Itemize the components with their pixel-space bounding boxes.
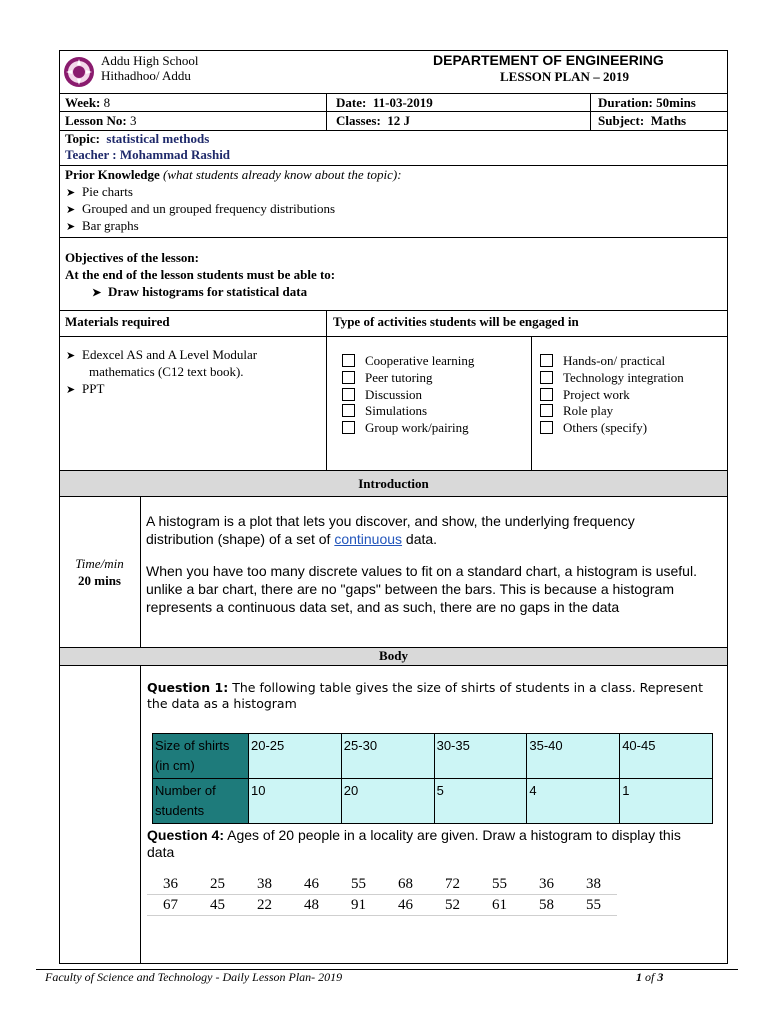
question-1 <box>147 680 707 712</box>
question-1-label: Question 1: <box>147 680 229 695</box>
table-cell: 46 <box>288 874 335 895</box>
activity-option[interactable] <box>342 353 474 369</box>
materials-heading: Materials required <box>65 314 170 329</box>
page-total: 3 <box>657 970 664 984</box>
week-field <box>65 95 110 111</box>
objective-item <box>92 284 307 301</box>
department-title: DEPARTEMENT OF ENGINEERING <box>433 52 664 68</box>
activity-label: Discussion <box>365 387 423 402</box>
checkbox-icon[interactable] <box>540 421 553 434</box>
table-cell: 36 <box>147 874 194 895</box>
objectives-heading: Objectives of the lesson: <box>65 250 199 265</box>
prior-item-text: Grouped and un grouped frequency distributions <box>82 201 336 216</box>
week-value: 8 <box>103 95 111 110</box>
arrow-bullet-icon: ➤ <box>66 350 76 362</box>
page-separator: of <box>642 970 658 984</box>
table-cell: 36 <box>523 874 570 895</box>
table-cell: 48 <box>288 895 335 916</box>
prior-item <box>66 184 133 201</box>
material-item-cont: mathematics (C12 text book). <box>89 364 244 379</box>
table-cell: 25 <box>194 874 241 895</box>
table-header-cell: Size of shirts (in cm) <box>153 734 249 779</box>
activity-label: Cooperative learning <box>365 353 475 368</box>
lesson-value: 3 <box>130 113 137 128</box>
school-location: Hithadhoo/ Addu <box>101 68 191 83</box>
time-label-text: Time/min <box>75 556 124 571</box>
table-row <box>147 895 617 916</box>
table-cell: 55 <box>335 874 382 895</box>
activity-label: Others (specify) <box>563 420 648 435</box>
activity-option[interactable] <box>342 403 427 419</box>
activity-label: Simulations <box>365 403 428 418</box>
date-label: Date: <box>336 95 367 110</box>
prior-item <box>66 201 335 218</box>
question-4 <box>147 827 707 861</box>
table-row <box>147 874 617 895</box>
intro-paragraph-1 <box>146 512 706 548</box>
activity-label: Group work/pairing <box>365 420 469 435</box>
subject-field <box>598 113 686 129</box>
table-cell: 20-25 <box>249 734 342 779</box>
activities-heading: Type of activities students will be engaged in <box>333 314 579 329</box>
shirt-size-table <box>152 733 713 824</box>
table-cell: 1 <box>620 779 713 824</box>
checkbox-icon[interactable] <box>342 388 355 401</box>
table-header-cell: Number of students <box>153 779 249 824</box>
activity-label: Project work <box>563 387 630 402</box>
table-cell: 91 <box>335 895 382 916</box>
checkbox-icon[interactable] <box>342 404 355 417</box>
table-cell: 35-40 <box>527 734 620 779</box>
table-cell: 55 <box>476 874 523 895</box>
question-1-text: The following table gives the size of shirts of students in a class. Represent the data as a histogram <box>147 680 703 711</box>
arrow-bullet-icon: ➤ <box>66 187 76 199</box>
checkbox-icon[interactable] <box>540 354 553 367</box>
table-cell: 67 <box>147 895 194 916</box>
table-cell: 22 <box>241 895 288 916</box>
table-cell: 40-45 <box>620 734 713 779</box>
material-item-text: Edexcel AS and A Level Modular <box>82 347 258 362</box>
page-number <box>636 970 663 985</box>
table-row <box>153 779 713 824</box>
table-row <box>153 734 713 779</box>
table-cell: 58 <box>523 895 570 916</box>
table-cell: 10 <box>249 779 342 824</box>
plan-title: LESSON PLAN – 2019 <box>500 69 629 84</box>
table-cell: 45 <box>194 895 241 916</box>
activity-label: Role play <box>563 403 614 418</box>
classes-value: 12 J <box>387 113 411 128</box>
table-cell: 38 <box>241 874 288 895</box>
continuous-link[interactable]: continuous <box>334 531 403 547</box>
table-cell: 30-35 <box>434 734 527 779</box>
checkbox-icon[interactable] <box>342 421 355 434</box>
arrow-bullet-icon: ➤ <box>66 384 76 396</box>
activity-option[interactable] <box>540 403 613 419</box>
checkbox-icon[interactable] <box>540 388 553 401</box>
activity-option[interactable] <box>342 387 422 403</box>
table-cell: 20 <box>341 779 434 824</box>
prior-note: (what students already know about the topic): <box>162 167 402 182</box>
arrow-bullet-icon: ➤ <box>92 287 102 299</box>
introduction-heading: Introduction <box>358 476 429 491</box>
checkbox-icon[interactable] <box>540 404 553 417</box>
table-cell: 68 <box>382 874 429 895</box>
question-4-label: Question 4: <box>147 827 225 843</box>
table-cell: 52 <box>429 895 476 916</box>
activity-label: Technology integration <box>563 370 684 385</box>
date-field <box>336 95 433 111</box>
date-value: 11-03-2019 <box>372 95 433 110</box>
question-4-text: Ages of 20 people in a locality are given. Draw a histogram to display this data <box>147 827 681 860</box>
teacher-name: Teacher : Mohammad Rashid <box>65 147 231 162</box>
activity-option[interactable] <box>540 370 684 386</box>
activity-option[interactable] <box>540 353 665 369</box>
ages-table <box>147 874 617 916</box>
activity-option[interactable] <box>540 387 630 403</box>
subject-label: Subject: <box>598 113 645 128</box>
table-cell: 72 <box>429 874 476 895</box>
checkbox-icon[interactable] <box>540 371 553 384</box>
table-cell: 38 <box>570 874 617 895</box>
school-logo-icon <box>62 55 96 89</box>
table-cell: 5 <box>434 779 527 824</box>
objectives-subheading: At the end of the lesson students must be able to: <box>65 267 336 282</box>
material-item <box>66 347 257 364</box>
lesson-field <box>65 113 137 129</box>
checkbox-icon[interactable] <box>342 354 355 367</box>
week-label: Week: <box>65 95 101 110</box>
activity-option[interactable] <box>342 370 433 386</box>
topic-label: Topic: <box>65 131 100 146</box>
duration-field <box>598 95 696 111</box>
activity-option[interactable] <box>540 420 647 436</box>
activity-label: Hands-on/ practical <box>563 353 666 368</box>
prior-knowledge-heading <box>65 167 402 183</box>
subject-value: Maths <box>650 113 687 128</box>
body-heading: Body <box>379 648 408 663</box>
lesson-label: Lesson No: <box>65 113 127 128</box>
prior-item-text: Pie charts <box>82 184 133 199</box>
prior-item-text: Bar graphs <box>82 218 139 233</box>
activity-option[interactable] <box>342 420 469 436</box>
classes-label: Classes: <box>336 113 381 128</box>
classes-field <box>336 113 410 129</box>
time-label <box>59 556 140 572</box>
prior-item <box>66 218 139 235</box>
table-cell: 55 <box>570 895 617 916</box>
intro-paragraph-2: When you have too many discrete values to fit on a standard chart, a histogram is useful. unlike a bar chart, there are no "gaps" between the bars. This is because a histogram represents a continuous data set, and as such, there are no gaps in the data <box>146 563 697 615</box>
school-name: Addu High School <box>101 53 199 68</box>
topic-value: statistical methods <box>106 131 210 146</box>
material-item <box>66 381 104 398</box>
activity-label: Peer tutoring <box>365 370 433 385</box>
table-cell: 4 <box>527 779 620 824</box>
footer-text: Faculty of Science and Technology - Daily Lesson Plan- 2019 <box>45 970 343 984</box>
arrow-bullet-icon: ➤ <box>66 204 76 216</box>
duration-value: 50mins <box>656 95 696 110</box>
time-value: 20 mins <box>78 573 121 588</box>
table-cell: 25-30 <box>341 734 434 779</box>
material-item-text: PPT <box>82 381 105 396</box>
topic-field <box>65 131 209 147</box>
page-current: 1 <box>636 970 642 984</box>
arrow-bullet-icon: ➤ <box>66 221 76 233</box>
intro-text: A histogram is a plot that lets you discover, and show, the underlying frequency distribution (shape) of a set of <box>146 513 635 547</box>
objective-item-text: Draw histograms for statistical data <box>108 284 308 299</box>
checkbox-icon[interactable] <box>342 371 355 384</box>
table-cell: 46 <box>382 895 429 916</box>
duration-label: Duration: <box>598 95 653 110</box>
intro-text: data. <box>402 531 438 547</box>
prior-heading-text: Prior Knowledge <box>65 167 160 182</box>
table-cell: 61 <box>476 895 523 916</box>
